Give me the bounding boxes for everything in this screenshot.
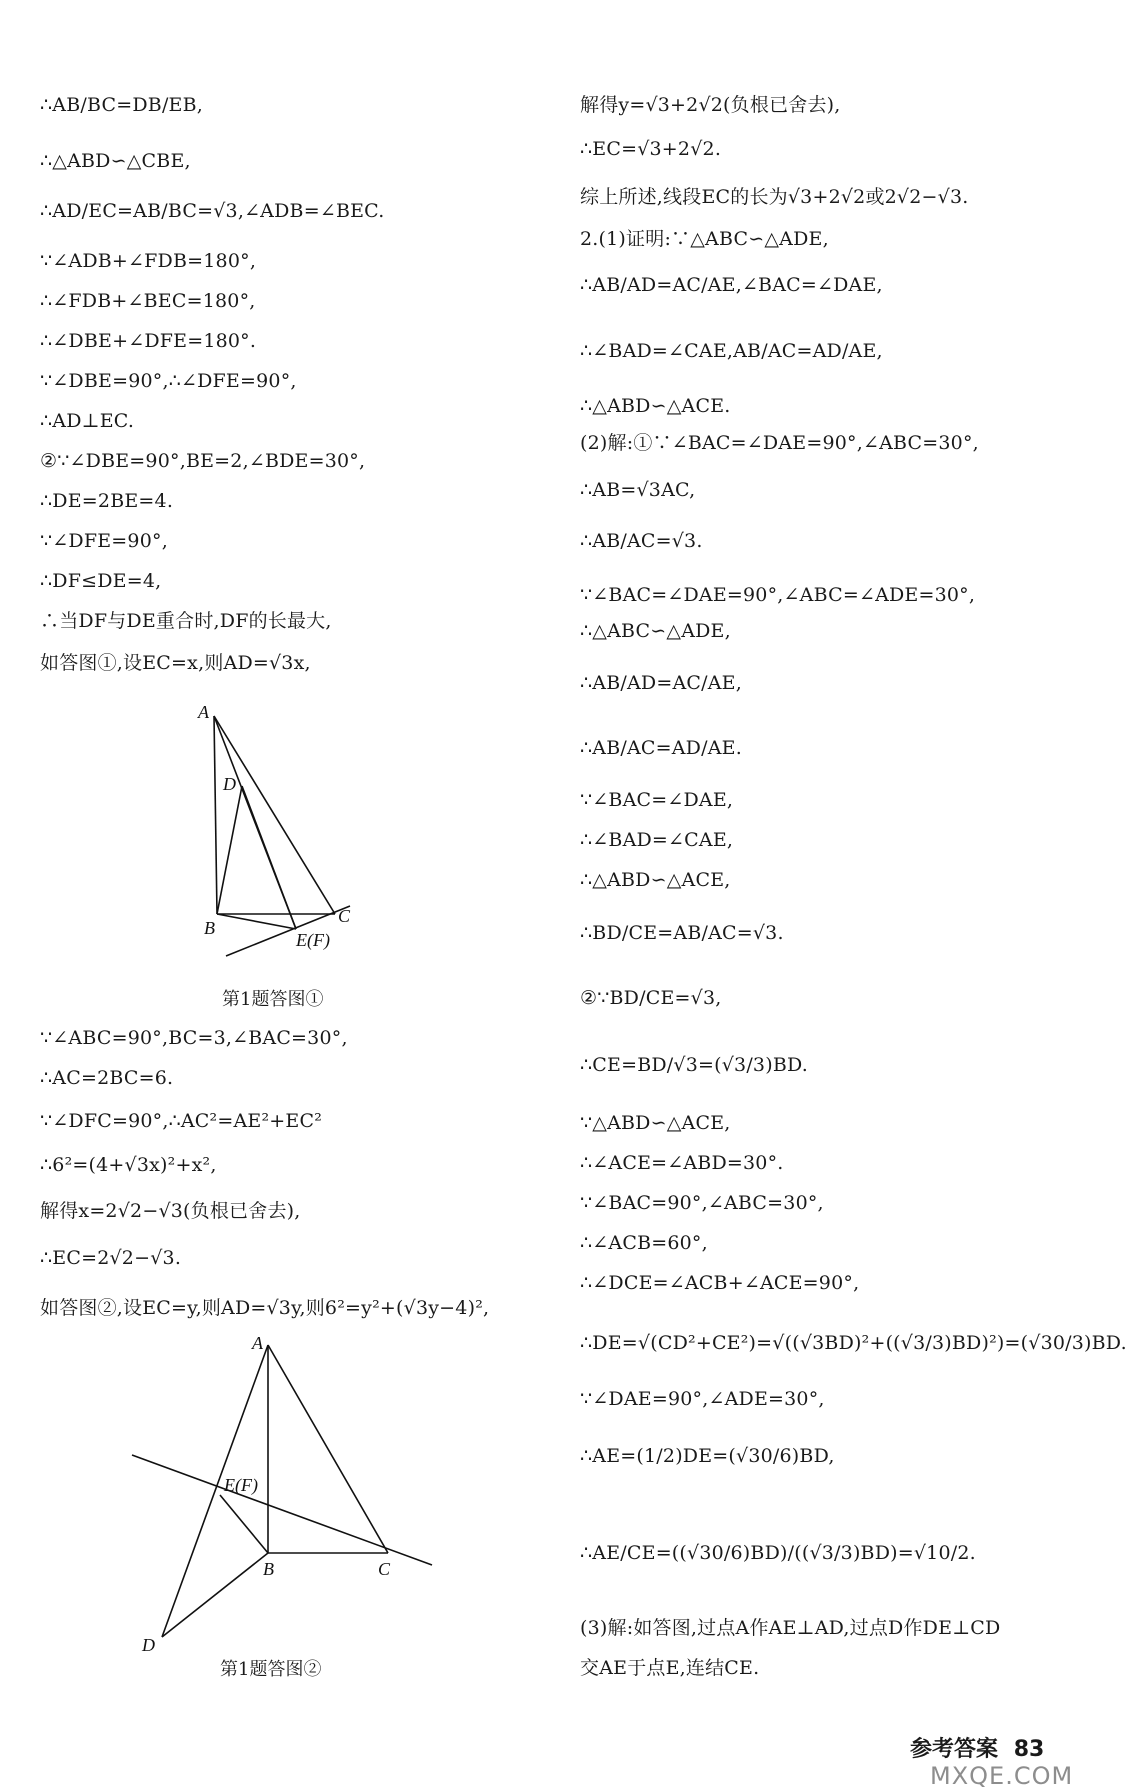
text-line: ∵∠DFE=90°, xyxy=(40,530,168,552)
text-line: 综上所述,线段EC的长为√3+2√2或2√2−√3. xyxy=(580,186,969,208)
label-c: C xyxy=(338,906,351,926)
text-line: ∴当DF与DE重合时,DF的长最大, xyxy=(40,610,332,632)
text-line: ∴EC=√3+2√2. xyxy=(580,138,722,160)
text-line: 解得y=√3+2√2(负根已舍去), xyxy=(580,94,841,116)
text-line: ∵∠BAC=∠DAE, xyxy=(580,789,734,811)
text-line: ∴6²=(4+√3x)²+x², xyxy=(40,1154,217,1176)
text-line: ∴AB/AD=AC/AE, xyxy=(580,672,742,694)
segment-eb xyxy=(220,1495,268,1553)
segment-ac xyxy=(214,716,335,914)
segment-bd xyxy=(217,786,242,914)
text-line: 解得x=2√2−√3(负根已舍去), xyxy=(40,1200,301,1222)
figure-1-caption: 第1题答图① xyxy=(222,989,324,1010)
text-line: ∴DF≤DE=4, xyxy=(40,570,162,592)
text-line: (3)解:如答图,过点A作AE⊥AD,过点D作DE⊥CD xyxy=(580,1617,1001,1639)
text-line: ∴CE=BD/√3=(√3/3)BD. xyxy=(580,1054,808,1076)
text-line: ∵∠DFC=90°,∴AC²=AE²+EC² xyxy=(40,1110,323,1132)
text-line: ∵∠BAC=90°,∠ABC=30°, xyxy=(580,1192,824,1214)
text-line: (2)解:①∵∠BAC=∠DAE=90°,∠ABC=30°, xyxy=(580,432,979,454)
text-line: ∵∠DAE=90°,∠ADE=30°, xyxy=(580,1388,825,1410)
text-line: ∴△ABD∽△ACE. xyxy=(580,395,731,417)
text-line: ②∵∠DBE=90°,BE=2,∠BDE=30°, xyxy=(40,450,366,472)
label-b: B xyxy=(204,918,215,938)
text-line: ∴AB/BC=DB/EB, xyxy=(40,94,204,116)
text-line: ∴△ABD∽△CBE, xyxy=(40,150,191,172)
text-line: ∴AD/EC=AB/BC=√3,∠ADB=∠BEC. xyxy=(40,200,385,222)
label-d: D xyxy=(223,774,236,794)
text-line: ∴△ABC∽△ADE, xyxy=(580,620,731,642)
text-line: ②∵BD/CE=√3, xyxy=(580,987,722,1009)
text-line: ∴EC=2√2−√3. xyxy=(40,1247,182,1269)
label-ef: E(F) xyxy=(224,1475,258,1495)
text-line: ∴AE/CE=((√30/6)BD)/((√3/3)BD)=√10/2. xyxy=(580,1542,976,1564)
text-line: ∵△ABD∽△ACE, xyxy=(580,1112,731,1134)
text-line: 如答图②,设EC=y,则AD=√3y,则6²=y²+(√3y−4)², xyxy=(40,1297,490,1319)
page-footer xyxy=(910,1732,1044,1763)
page-number: 83 xyxy=(1013,1737,1045,1762)
text-line: ∴AC=2BC=6. xyxy=(40,1067,174,1089)
text-line: ∴∠ACB=60°, xyxy=(580,1232,708,1254)
text-line: ∵∠ADB+∠FDB=180°, xyxy=(40,250,257,272)
text-line: ∵∠ABC=90°,BC=3,∠BAC=30°, xyxy=(40,1027,348,1049)
label-d: D xyxy=(142,1635,155,1655)
text-line: 交AE于点E,连结CE. xyxy=(580,1657,760,1679)
text-line: ∴AB=√3AC, xyxy=(580,479,696,501)
footer-label: 参考答案 xyxy=(910,1737,999,1762)
text-line: ∴AE=(1/2)DE=(√30/6)BD, xyxy=(580,1445,835,1467)
segment-be xyxy=(217,914,296,929)
text-line: ∵∠DBE=90°,∴∠DFE=90°, xyxy=(40,370,297,392)
text-line: ∴∠FDB+∠BEC=180°, xyxy=(40,290,256,312)
text-line: ∴DE=2BE=4. xyxy=(40,490,174,512)
text-line: ∴AB/AD=AC/AE,∠BAC=∠DAE, xyxy=(580,274,883,296)
watermark-text: MXQE.COM xyxy=(930,1762,1074,1790)
text-line: ∴∠ACE=∠ABD=30°. xyxy=(580,1152,784,1174)
segment-ab xyxy=(214,716,217,914)
text-line: ∴∠DBE+∠DFE=180°. xyxy=(40,330,257,352)
label-b: B xyxy=(263,1559,274,1579)
text-line: 2.(1)证明:∵△ABC∽△ADE, xyxy=(580,228,829,250)
figure-2-caption: 第1题答图② xyxy=(220,1659,322,1680)
label-ef: E(F) xyxy=(296,930,330,950)
figure-1 xyxy=(190,690,370,984)
text-line: ∴AB/AC=AD/AE. xyxy=(580,737,742,759)
text-line: ∵∠BAC=∠DAE=90°,∠ABC=∠ADE=30°, xyxy=(580,584,976,606)
text-line: 如答图①,设EC=x,则AD=√3x, xyxy=(40,652,311,674)
segment-ac xyxy=(268,1345,388,1553)
line-ec-extended xyxy=(132,1455,432,1565)
label-a: A xyxy=(252,1333,263,1353)
text-line: ∴BD/CE=AB/AC=√3. xyxy=(580,922,784,944)
text-line: ∴AD⊥EC. xyxy=(40,410,135,432)
text-line: ∴∠DCE=∠ACB+∠ACE=90°, xyxy=(580,1272,860,1294)
text-line: ∴∠BAD=∠CAE, xyxy=(580,829,734,851)
text-line: ∴AB/AC=√3. xyxy=(580,530,703,552)
text-line: ∴△ABD∽△ACE, xyxy=(580,869,731,891)
text-line: ∴DE=√(CD²+CE²)=√((√3BD)²+((√3/3)BD)²)=(√30/3)BD. xyxy=(580,1332,1127,1354)
figure-2 xyxy=(120,1325,450,1669)
label-a: A xyxy=(198,702,209,722)
label-c: C xyxy=(378,1559,391,1579)
text-line: ∴∠BAD=∠CAE,AB/AC=AD/AE, xyxy=(580,340,883,362)
